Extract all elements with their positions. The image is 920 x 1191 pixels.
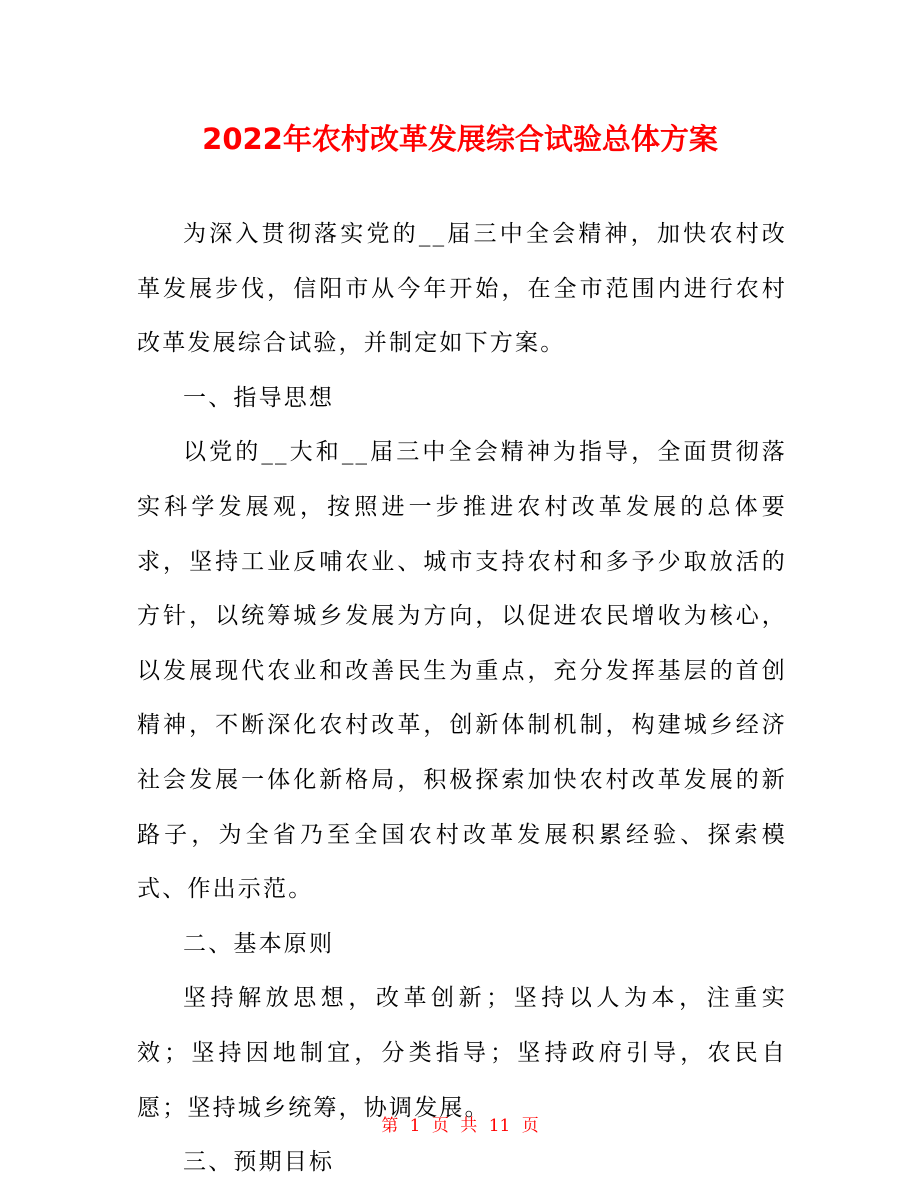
section-heading-guiding-ideology: 一、指导思想 [183, 384, 335, 411]
document-body [137, 207, 787, 1190]
section-heading-basic-principles: 二、基本原则 [183, 930, 335, 957]
guiding-ideology-paragraph: 以党的__大和__届三中全会精神为指导，全面贯彻落实科学发展观，按照进一步推进农村改革发展的总体要求，坚持工业反哺农业、城市支持农村和多予少取放活的方针，以统筹城乡发展为方向，以促进农民增收为核心，以发展现代农业和改善民生为重点，充分发挥基层的首创精神，不断深化农村改革，创新体制机制，构建城乡经济社会发展一体化新格局，积极探索加快农村改革发展的新路子，为全省乃至全国农村改革发展积累经验、探索模式、作出示范。 [137, 439, 787, 903]
intro-paragraph: 为深入贯彻落实党的__届三中全会精神，加快农村改革发展步伐，信阳市从今年开始，在全市范围内进行农村改革发展综合试验，并制定如下方案。 [137, 221, 787, 357]
basic-principles-paragraph: 坚持解放思想，改革创新；坚持以人为本，注重实效；坚持因地制宜，分类指导；坚持政府引导，农民自愿；坚持城乡统筹，协调发展。 [137, 985, 787, 1121]
page-footer: 第 1 页 共 11 页 [381, 1116, 539, 1136]
section-heading-expected-goals: 三、预期目标 [183, 1149, 335, 1176]
document-title: 2022年农村改革发展综合试验总体方案 [202, 122, 718, 156]
